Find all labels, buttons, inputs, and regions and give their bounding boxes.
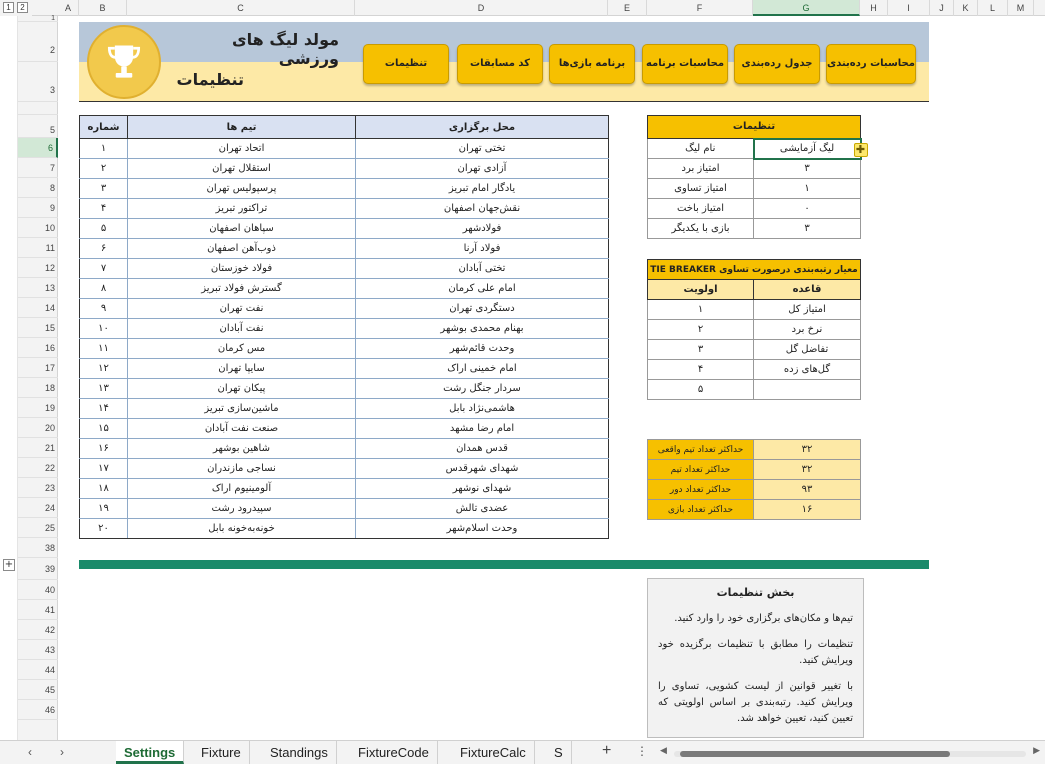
priority-cell: ۱ bbox=[648, 300, 754, 320]
row-header[interactable]: 24 bbox=[18, 498, 58, 518]
row-header[interactable]: 9 bbox=[18, 198, 58, 218]
row-header-bar bbox=[18, 16, 58, 740]
table-row bbox=[648, 179, 861, 199]
row-header[interactable]: 13 bbox=[18, 278, 58, 298]
outline-gutter bbox=[0, 16, 18, 740]
setting-label: امتیاز باخت bbox=[648, 199, 754, 219]
row-header[interactable]: 8 bbox=[18, 178, 58, 198]
team-cell[interactable]: تراکتور تبریز bbox=[128, 199, 356, 219]
team-cell[interactable]: فولاد خوزستان bbox=[128, 259, 356, 279]
team-cell[interactable]: آلومینیوم اراک bbox=[128, 479, 356, 499]
row-header[interactable]: 22 bbox=[18, 458, 58, 478]
column-header-i[interactable]: I bbox=[888, 0, 930, 16]
row-header[interactable]: 7 bbox=[18, 158, 58, 178]
team-cell[interactable]: پرسپولیس تهران bbox=[128, 179, 356, 199]
team-cell[interactable]: سایپا تهران bbox=[128, 359, 356, 379]
column-header-b[interactable]: B bbox=[79, 0, 127, 16]
table-row bbox=[648, 159, 861, 179]
row-header[interactable]: 40 bbox=[18, 580, 58, 600]
table-row bbox=[80, 459, 609, 479]
table-row bbox=[80, 419, 609, 439]
venue-cell[interactable]: بهنام محمدی بوشهر bbox=[356, 319, 609, 339]
setting-value[interactable]: ۳ bbox=[754, 159, 861, 179]
number-cell: ۱۱ bbox=[80, 339, 128, 359]
team-cell[interactable]: مس کرمان bbox=[128, 339, 356, 359]
row-header[interactable]: 46 bbox=[18, 700, 58, 720]
row-header[interactable]: 19 bbox=[18, 398, 58, 418]
table-row bbox=[80, 359, 609, 379]
row-header[interactable]: 14 bbox=[18, 298, 58, 318]
venue-cell[interactable]: امام خمینی اراک bbox=[356, 359, 609, 379]
venue-cell[interactable]: سردار جنگل رشت bbox=[356, 379, 609, 399]
team-column-header: تیم ها bbox=[128, 116, 356, 139]
row-header[interactable]: 42 bbox=[18, 620, 58, 640]
table-row bbox=[80, 159, 609, 179]
table-row bbox=[648, 440, 861, 460]
limit-value: ۱۶ bbox=[754, 500, 861, 520]
tab-prev-icon[interactable]: ‹ bbox=[28, 745, 32, 759]
row-header[interactable]: 12 bbox=[18, 258, 58, 278]
table-row bbox=[80, 179, 609, 199]
team-cell[interactable]: خونه‌به‌خونه بابل bbox=[128, 519, 356, 539]
table-row bbox=[80, 399, 609, 419]
row-header[interactable]: 21 bbox=[18, 438, 58, 458]
venue-cell[interactable]: امام رضا مشهد bbox=[356, 419, 609, 439]
number-cell: ۸ bbox=[80, 279, 128, 299]
number-cell: ۶ bbox=[80, 239, 128, 259]
number-cell: ۳ bbox=[80, 179, 128, 199]
venue-cell[interactable]: هاشمی‌نژاد بابل bbox=[356, 399, 609, 419]
horizontal-scrollbar[interactable] bbox=[660, 747, 1040, 759]
scroll-left-icon[interactable]: ◀ bbox=[660, 745, 667, 755]
rule-column-header: قاعده bbox=[754, 280, 861, 300]
number-cell: ۴ bbox=[80, 199, 128, 219]
expand-group-button[interactable]: + bbox=[4, 559, 14, 570]
scroll-right-icon[interactable]: ▶ bbox=[1033, 745, 1040, 755]
scrollbar-thumb[interactable] bbox=[680, 751, 950, 757]
table-row bbox=[648, 139, 861, 159]
tab-settings[interactable]: Settings bbox=[116, 741, 184, 764]
table-row bbox=[648, 360, 861, 380]
table-row bbox=[80, 279, 609, 299]
row-header[interactable]: 16 bbox=[18, 338, 58, 358]
team-cell[interactable]: پیکان تهران bbox=[128, 379, 356, 399]
number-cell: ۱۴ bbox=[80, 399, 128, 419]
rule-dropdown-cell[interactable]: تفاضل گل bbox=[754, 340, 861, 360]
table-row bbox=[80, 219, 609, 239]
team-cell[interactable]: سپاهان اصفهان bbox=[128, 219, 356, 239]
number-column-header: شماره bbox=[80, 116, 128, 139]
help-paragraph: تنظیمات را مطابق با تنظیمات برگزیده خود ویرایش کنید. bbox=[658, 639, 853, 666]
table-row bbox=[648, 500, 861, 520]
row-header[interactable]: 11 bbox=[18, 238, 58, 258]
team-cell[interactable]: سپیدرود رشت bbox=[128, 499, 356, 519]
setting-label: بازی با یکدیگر bbox=[648, 219, 754, 239]
setting-label: نام لیگ bbox=[648, 139, 754, 159]
number-cell: ۱۷ bbox=[80, 459, 128, 479]
venue-cell[interactable]: نقش‌جهان اصفهان bbox=[356, 199, 609, 219]
team-cell[interactable]: نفت آبادان bbox=[128, 319, 356, 339]
row-header[interactable]: 41 bbox=[18, 600, 58, 620]
table-row bbox=[80, 339, 609, 359]
sheet-tab-bar bbox=[0, 740, 1045, 764]
nav-button-fixture[interactable]: برنامه بازی‌ها bbox=[549, 44, 635, 84]
trophy-icon bbox=[102, 40, 146, 84]
tab-fixturecode[interactable]: FixtureCode bbox=[350, 741, 438, 764]
help-title: بخش تنظیمات bbox=[716, 586, 795, 599]
venue-cell[interactable]: فولادشهر bbox=[356, 219, 609, 239]
number-cell: ۱۶ bbox=[80, 439, 128, 459]
number-cell: ۹ bbox=[80, 299, 128, 319]
table-row bbox=[648, 480, 861, 500]
limit-label: حداکثر تعداد دور bbox=[648, 480, 754, 500]
team-cell[interactable]: استقلال تهران bbox=[128, 159, 356, 179]
venue-cell[interactable]: امام علی کرمان bbox=[356, 279, 609, 299]
section-divider bbox=[79, 560, 929, 569]
settings-table bbox=[647, 115, 866, 239]
team-cell[interactable]: نساجی مازندران bbox=[128, 459, 356, 479]
row-header[interactable]: 3 bbox=[18, 62, 58, 102]
table-row bbox=[648, 300, 861, 320]
tab-standings[interactable]: Standings bbox=[262, 741, 337, 764]
limit-label: حداکثر تعداد تیم واقعی bbox=[648, 440, 754, 460]
table-row bbox=[648, 380, 861, 400]
table-row bbox=[80, 379, 609, 399]
row-header[interactable]: 5 bbox=[18, 115, 58, 138]
tab-fixture[interactable]: Fixture bbox=[193, 741, 250, 764]
teams-table bbox=[79, 115, 609, 539]
table-row bbox=[648, 340, 861, 360]
venue-cell[interactable]: آزادی تهران bbox=[356, 159, 609, 179]
row-header[interactable]: 2 bbox=[18, 22, 58, 62]
table-row bbox=[80, 439, 609, 459]
priority-column-header: اولویت bbox=[648, 280, 754, 300]
team-cell[interactable]: نفت تهران bbox=[128, 299, 356, 319]
table-row bbox=[80, 199, 609, 219]
nav-button-standings-calc[interactable]: محاسبات رده‌بندی bbox=[826, 44, 916, 84]
help-box bbox=[647, 578, 864, 738]
number-cell: ۱۲ bbox=[80, 359, 128, 379]
column-header-d[interactable]: D bbox=[355, 0, 608, 16]
setting-value[interactable]: ۰ bbox=[754, 199, 861, 219]
team-cell[interactable]: اتحاد تهران bbox=[128, 139, 356, 159]
tab-s[interactable]: S bbox=[546, 741, 572, 764]
table-row bbox=[80, 139, 609, 159]
venue-cell[interactable]: عضدی تالش bbox=[356, 499, 609, 519]
row-header[interactable]: 1 bbox=[18, 16, 58, 22]
team-cell[interactable]: گسترش فولاد تبریز bbox=[128, 279, 356, 299]
number-cell: ۱۸ bbox=[80, 479, 128, 499]
venue-cell[interactable]: وحدت اسلام‌شهر bbox=[356, 519, 609, 539]
outline-level-2-button[interactable]: 2 bbox=[17, 2, 28, 13]
row-header[interactable]: 20 bbox=[18, 418, 58, 438]
rule-dropdown-cell[interactable]: نرخ برد bbox=[754, 320, 861, 340]
table-row bbox=[648, 460, 861, 480]
venue-cell[interactable]: تختی آبادان bbox=[356, 259, 609, 279]
outline-level-1-button[interactable]: 1 bbox=[3, 2, 14, 13]
team-cell[interactable]: ذوب‌آهن اصفهان bbox=[128, 239, 356, 259]
column-header-g[interactable]: G bbox=[753, 0, 860, 16]
row-header bbox=[18, 102, 58, 115]
team-cell[interactable]: صنعت نفت آبادان bbox=[128, 419, 356, 439]
header-banner bbox=[79, 22, 929, 102]
venue-cell[interactable]: فولاد آرنا bbox=[356, 239, 609, 259]
column-header-m[interactable]: M bbox=[1008, 0, 1034, 16]
limit-value: ۹۳ bbox=[754, 480, 861, 500]
column-header-c[interactable]: C bbox=[127, 0, 355, 16]
team-cell[interactable]: شاهین بوشهر bbox=[128, 439, 356, 459]
column-header-bar bbox=[0, 0, 1045, 16]
number-cell: ۷ bbox=[80, 259, 128, 279]
setting-label: امتیاز تساوی bbox=[648, 179, 754, 199]
number-cell: ۱۰ bbox=[80, 319, 128, 339]
setting-value: لیگ آزمایشی bbox=[779, 143, 835, 154]
limit-label: حداکثر تعداد تیم bbox=[648, 460, 754, 480]
tiebreak-table-title: معیار رتبه‌بندی درصورت تساوی TIE BREAKER bbox=[648, 260, 861, 280]
app-title: مولد لیگ های ورزشی bbox=[231, 30, 339, 68]
number-cell: ۱ bbox=[80, 139, 128, 159]
table-row bbox=[80, 319, 609, 339]
row-header[interactable]: 23 bbox=[18, 478, 58, 498]
tab-fixturecalc[interactable]: FixtureCalc bbox=[452, 741, 535, 764]
column-header-k[interactable]: K bbox=[954, 0, 978, 16]
limits-table bbox=[647, 439, 861, 520]
number-cell: ۱۵ bbox=[80, 419, 128, 439]
table-row bbox=[648, 320, 861, 340]
table-row bbox=[80, 259, 609, 279]
number-cell: ۵ bbox=[80, 219, 128, 239]
column-header-h[interactable]: H bbox=[860, 0, 888, 16]
venue-column-header: محل برگزاری bbox=[356, 116, 609, 139]
outline-level-buttons bbox=[0, 0, 32, 16]
limit-label: حداکثر تعداد بازی bbox=[648, 500, 754, 520]
venue-cell[interactable]: دستگردی تهران bbox=[356, 299, 609, 319]
row-header[interactable]: 45 bbox=[18, 680, 58, 700]
table-row bbox=[80, 299, 609, 319]
number-cell: ۱۳ bbox=[80, 379, 128, 399]
row-header[interactable]: 25 bbox=[18, 518, 58, 538]
table-row bbox=[80, 519, 609, 539]
table-row bbox=[648, 199, 861, 219]
setting-value[interactable]: ۱ bbox=[754, 179, 861, 199]
setting-label: امتیاز برد bbox=[648, 159, 754, 179]
nav-button-fixture-code[interactable]: کد مسابقات bbox=[457, 44, 543, 84]
cell-cursor-icon: ✚ bbox=[854, 143, 868, 157]
row-header[interactable]: 10 bbox=[18, 218, 58, 238]
number-cell: ۲۰ bbox=[80, 519, 128, 539]
nav-button-standings[interactable]: جدول رده‌بندی bbox=[734, 44, 820, 84]
venue-cell[interactable]: قدس همدان bbox=[356, 439, 609, 459]
row-header[interactable]: 15 bbox=[18, 318, 58, 338]
row-header[interactable]: 38 bbox=[18, 538, 58, 558]
priority-cell: ۲ bbox=[648, 320, 754, 340]
limit-value: ۳۲ bbox=[754, 440, 861, 460]
trophy-logo bbox=[87, 25, 161, 99]
venue-cell[interactable]: تختی تهران bbox=[356, 139, 609, 159]
help-paragraph: تیم‌ها و مکان‌های برگزاری خود را وارد کنید. bbox=[674, 613, 853, 624]
row-header[interactable]: 44 bbox=[18, 660, 58, 680]
nav-button-fixture-calc[interactable]: محاسبات برنامه bbox=[642, 44, 728, 84]
column-header-a[interactable]: A bbox=[58, 0, 79, 16]
column-header-j[interactable]: J bbox=[930, 0, 954, 16]
settings-table-title: تنظیمات bbox=[648, 116, 861, 139]
number-cell: ۱۹ bbox=[80, 499, 128, 519]
add-sheet-icon[interactable]: + bbox=[602, 742, 612, 759]
row-header[interactable]: 6 bbox=[18, 138, 58, 158]
teams-table-header-row bbox=[80, 116, 609, 139]
nav-button-settings[interactable]: تنظیمات bbox=[363, 44, 449, 84]
league-name-cell[interactable] bbox=[754, 139, 866, 159]
limit-value: ۳۲ bbox=[754, 460, 861, 480]
setting-value[interactable]: ۳ bbox=[754, 219, 861, 239]
column-header-l[interactable]: L bbox=[978, 0, 1008, 16]
rule-dropdown-cell[interactable]: گل‌های زده bbox=[754, 360, 861, 380]
page-title: تنظیمات bbox=[176, 70, 244, 89]
priority-cell: ۳ bbox=[648, 340, 754, 360]
table-row bbox=[80, 239, 609, 259]
rule-dropdown-cell[interactable]: امتیاز کل bbox=[754, 300, 861, 320]
row-header[interactable]: 39 bbox=[18, 558, 58, 580]
number-cell: ۲ bbox=[80, 159, 128, 179]
venue-cell[interactable]: وحدت قائم‌شهر bbox=[356, 339, 609, 359]
tiebreak-table bbox=[647, 259, 861, 400]
help-paragraph: با تغییر قوانین از لیست کشویی، تساوی را ویرایش کنید. رتبه‌بندی بر اساس اولویتی که تعیین کنید، تعیین خواهد شد. bbox=[658, 681, 853, 724]
row-header[interactable]: 18 bbox=[18, 378, 58, 398]
column-header-e[interactable]: E bbox=[608, 0, 647, 16]
priority-cell: ۴ bbox=[648, 360, 754, 380]
table-row bbox=[80, 479, 609, 499]
row-header[interactable]: 43 bbox=[18, 640, 58, 660]
rule-dropdown-cell[interactable] bbox=[754, 380, 861, 400]
priority-cell: ۵ bbox=[648, 380, 754, 400]
row-header[interactable]: 17 bbox=[18, 358, 58, 378]
table-row bbox=[648, 219, 861, 239]
venue-cell[interactable]: شهدای شهرقدس bbox=[356, 459, 609, 479]
tab-next-icon[interactable]: › bbox=[60, 745, 64, 759]
venue-cell[interactable]: یادگار امام تبریز bbox=[356, 179, 609, 199]
column-header-f[interactable]: F bbox=[647, 0, 753, 16]
venue-cell[interactable]: شهدای نوشهر bbox=[356, 479, 609, 499]
table-row bbox=[80, 499, 609, 519]
team-cell[interactable]: ماشین‌سازی تبریز bbox=[128, 399, 356, 419]
more-options-icon[interactable]: ⋮ bbox=[636, 744, 648, 758]
